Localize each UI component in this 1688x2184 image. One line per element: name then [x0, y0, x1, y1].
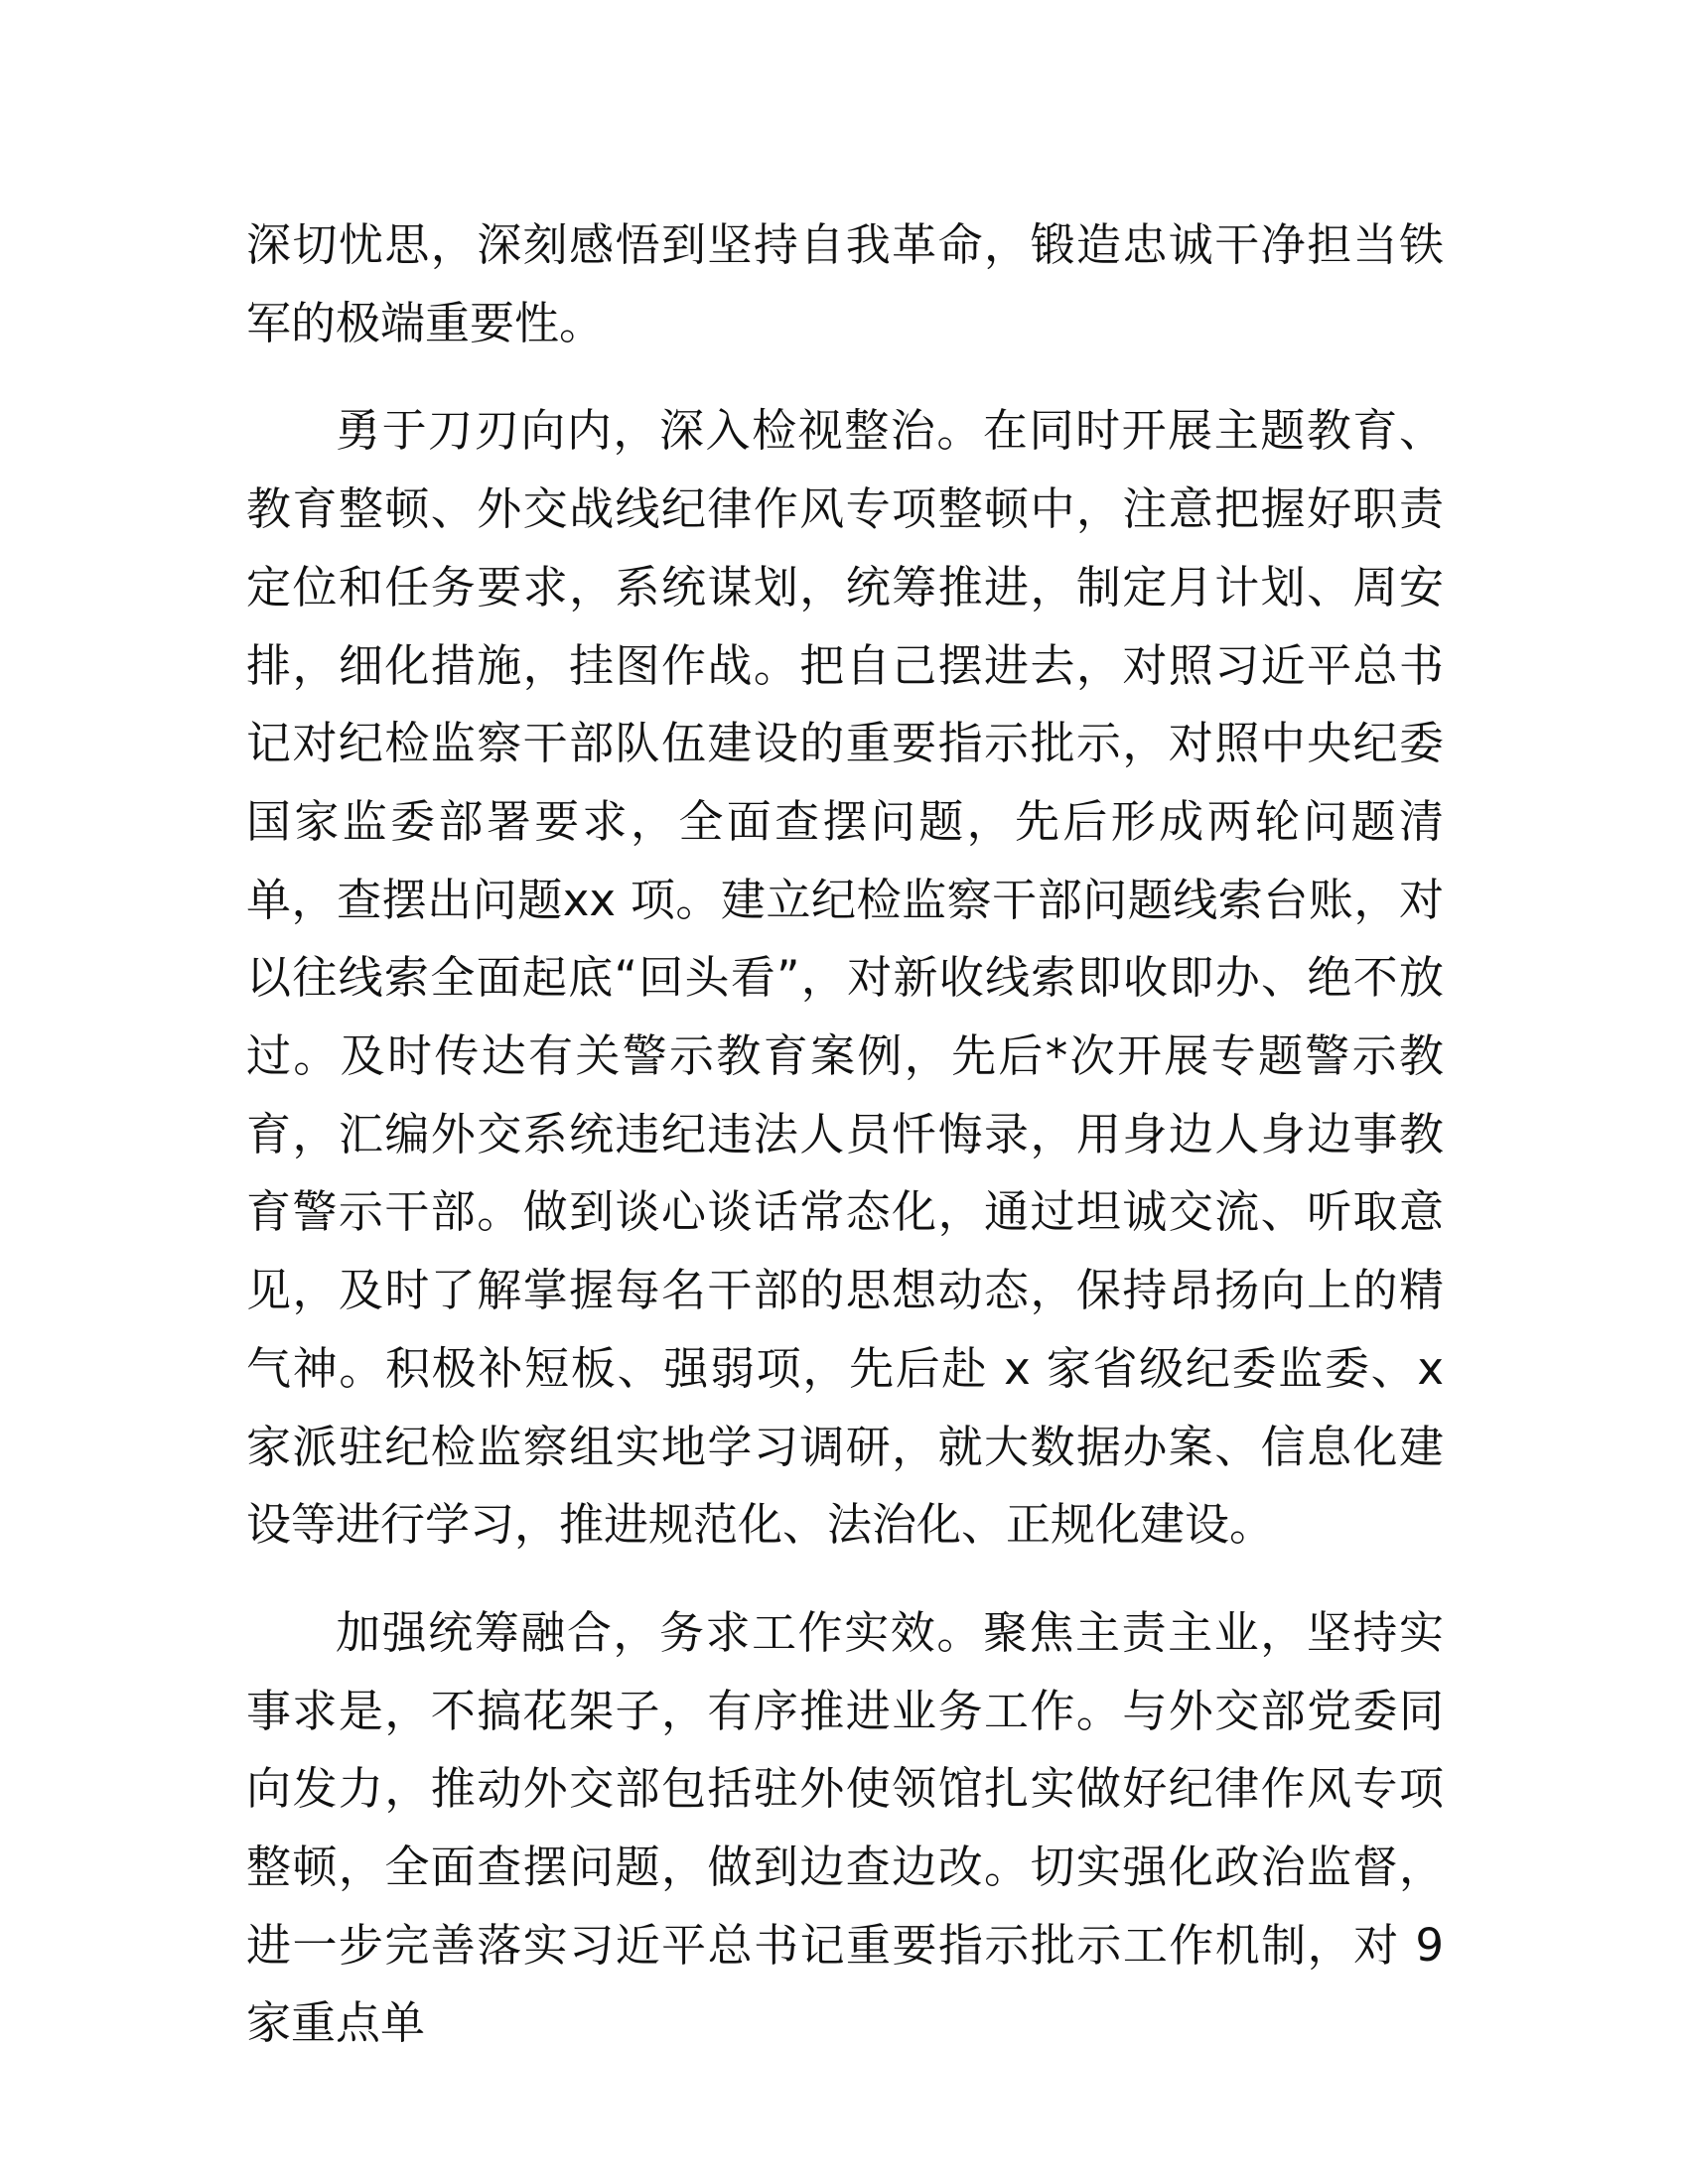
document-body	[246, 206, 1444, 2093]
paragraph-3: 加强统筹融合，务求工作实效。聚焦主责主业，坚持实事求是，不搞花架子，有序推进业务工作。与外交部党委同向发力，推动外交部包括驻外使领馆扎实做好纪律作风专项整顿，全面查摆问题，做到边查边改。切实强化政治监督，进一步完善落实习近平总书记重要指示批示工作机制，对 9 家重点单	[246, 1605, 1444, 2050]
paragraph-1: 深切忧思，深刻感悟到坚持自我革命，锻造忠诚干净担当铁军的极端重要性。	[246, 218, 1444, 349]
paragraph-2: 勇于刀刃向内，深入检视整治。在同时开展主题教育、教育整顿、外交战线纪律作风专项整顿中，注意把握好职责定位和任务要求，系统谋划，统筹推进，制定月计划、周安排，细化措施，挂图作战。把自己摆进去，对照习近平总书记对纪检监察干部队伍建设的重要指示批示，对照中央纪委国家监委部署要求，全面查摆问题，先后形成两轮问题清单，查摆出问题xx 项。建立纪检监察干部问题线索台账，对以往线索全面起底“回头看”，对新收线索即收即办、绝不放过。及时传达有关警示教育案例，先后*次开展专题警示教育，汇编外交系统违纪违法人员忏悔录，用身边人身边事教育警示干部。做到谈心谈话常态化，通过坦诚交流、听取意见，及时了解掌握每名干部的思想动态，保持昂扬向上的精气神。积极补短板、强弱项，先后赴 x 家省级纪委监委、x 家派驻纪检监察组实地学习调研，就大数据办案、信息化建设等进行学习，推进规范化、法治化、正规化建设。	[246, 404, 1444, 1552]
